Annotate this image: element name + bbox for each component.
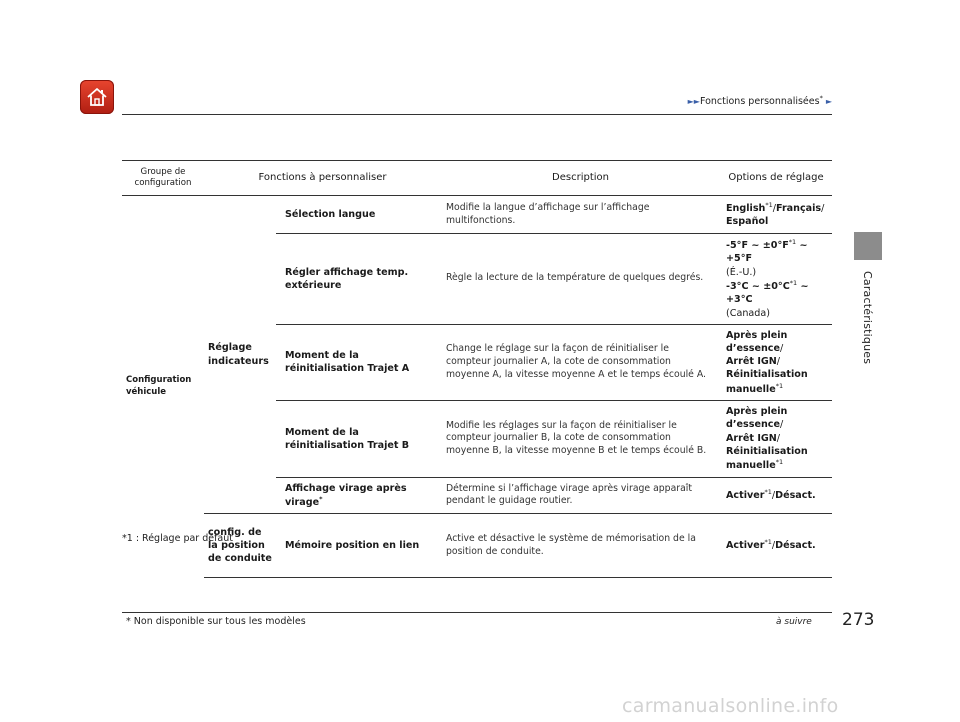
section-tab-label[interactable]: Caractéristiques: [861, 271, 874, 365]
default-setting-footnote: *1 : Réglage par défaut: [122, 533, 234, 544]
column-header-group: Groupe de configuration: [122, 161, 204, 196]
function-options: Activer$^{*1}$/Désact.: [720, 477, 832, 514]
page-number: 273: [842, 610, 875, 630]
function-description: Modifie les réglages sur la façon de réinitialiser le compteur journalier B, la cote de consommation moyenne B, la vitesse moyenne B et le temps écoulé B.: [441, 401, 720, 477]
function-name: Régler affichage temp. extérieure: [276, 234, 441, 325]
function-options: English$^{*1}$/Français/ Español: [726, 200, 825, 228]
breadcrumb[interactable]: [688, 94, 832, 107]
function-description: Change le réglage sur la façon de réinitialiser le compteur journalier A, la cote de consommation moyenne A, la vitesse moyenne A et le temps écoulé A.: [441, 324, 720, 400]
column-header-functions: Fonctions à personnaliser: [204, 161, 441, 196]
breadcrumb-arrow-icon: ►►: [687, 97, 700, 107]
breadcrumb-asterisk: *: [819, 94, 823, 102]
function-name: Affichage virage après virage*: [276, 477, 441, 514]
subgroup-reglage-indicateurs: Réglage indicateurs: [208, 342, 269, 367]
function-name: Mémoire position en lien: [276, 514, 441, 578]
availability-note: * Non disponible sur tous les modèles: [126, 616, 306, 627]
function-name: Sélection langue: [285, 208, 376, 220]
function-options: -5°F ~ $\pm 0^\circ F^{*1}$ ~ +5°F (É.-U.) -3°C ~ $\pm 0^\circ C^{*1}$ ~ +3°C (Canada): [720, 234, 832, 325]
function-name: Moment de la réinitialisation Trajet B: [276, 401, 441, 477]
footer-divider: [122, 612, 832, 613]
function-description: Règle la lecture de la température de quelques degrés.: [441, 234, 720, 325]
breadcrumb-label[interactable]: Fonctions personnalisées: [699, 96, 820, 108]
subgroup-position-conduite: config. de la position de conduite: [204, 514, 276, 578]
watermark: carmanualsonline.info: [622, 695, 839, 717]
column-header-description: Description: [441, 161, 720, 196]
function-name: Moment de la réinitialisation Trajet A: [276, 324, 441, 400]
table-header-row: [122, 161, 832, 196]
function-description: Modifie la langue d’affichage sur l’affichage multifonctions.: [446, 201, 650, 226]
group-configuration-vehicule: Configuration véhicule: [126, 375, 192, 397]
function-options: Après plein d’essence/ Arrêt IGN/ Réinitialisation manuelle$^{*1}$: [720, 401, 832, 477]
table-row: [122, 514, 832, 578]
breadcrumb-end-arrow-icon: ►: [825, 97, 832, 107]
home-icon: [85, 85, 109, 109]
table-row: [122, 196, 832, 234]
custom-functions-table: [122, 160, 832, 578]
home-button[interactable]: [80, 80, 114, 114]
function-options: Après plein d’essence/ Arrêt IGN/ Réinitialisation manuelle$^{*1}$: [720, 324, 832, 400]
function-options: Activer$^{*1}$/Désact.: [720, 514, 832, 578]
header-divider: [122, 114, 832, 115]
continued-label: à suivre: [776, 617, 812, 627]
column-header-options: Options de réglage: [720, 161, 832, 196]
section-tab-marker: [854, 232, 882, 260]
function-description: Active et désactive le système de mémorisation de la position de conduite.: [441, 514, 720, 578]
function-description: Détermine si l’affichage virage après virage apparaît pendant le guidage routier.: [441, 477, 720, 514]
